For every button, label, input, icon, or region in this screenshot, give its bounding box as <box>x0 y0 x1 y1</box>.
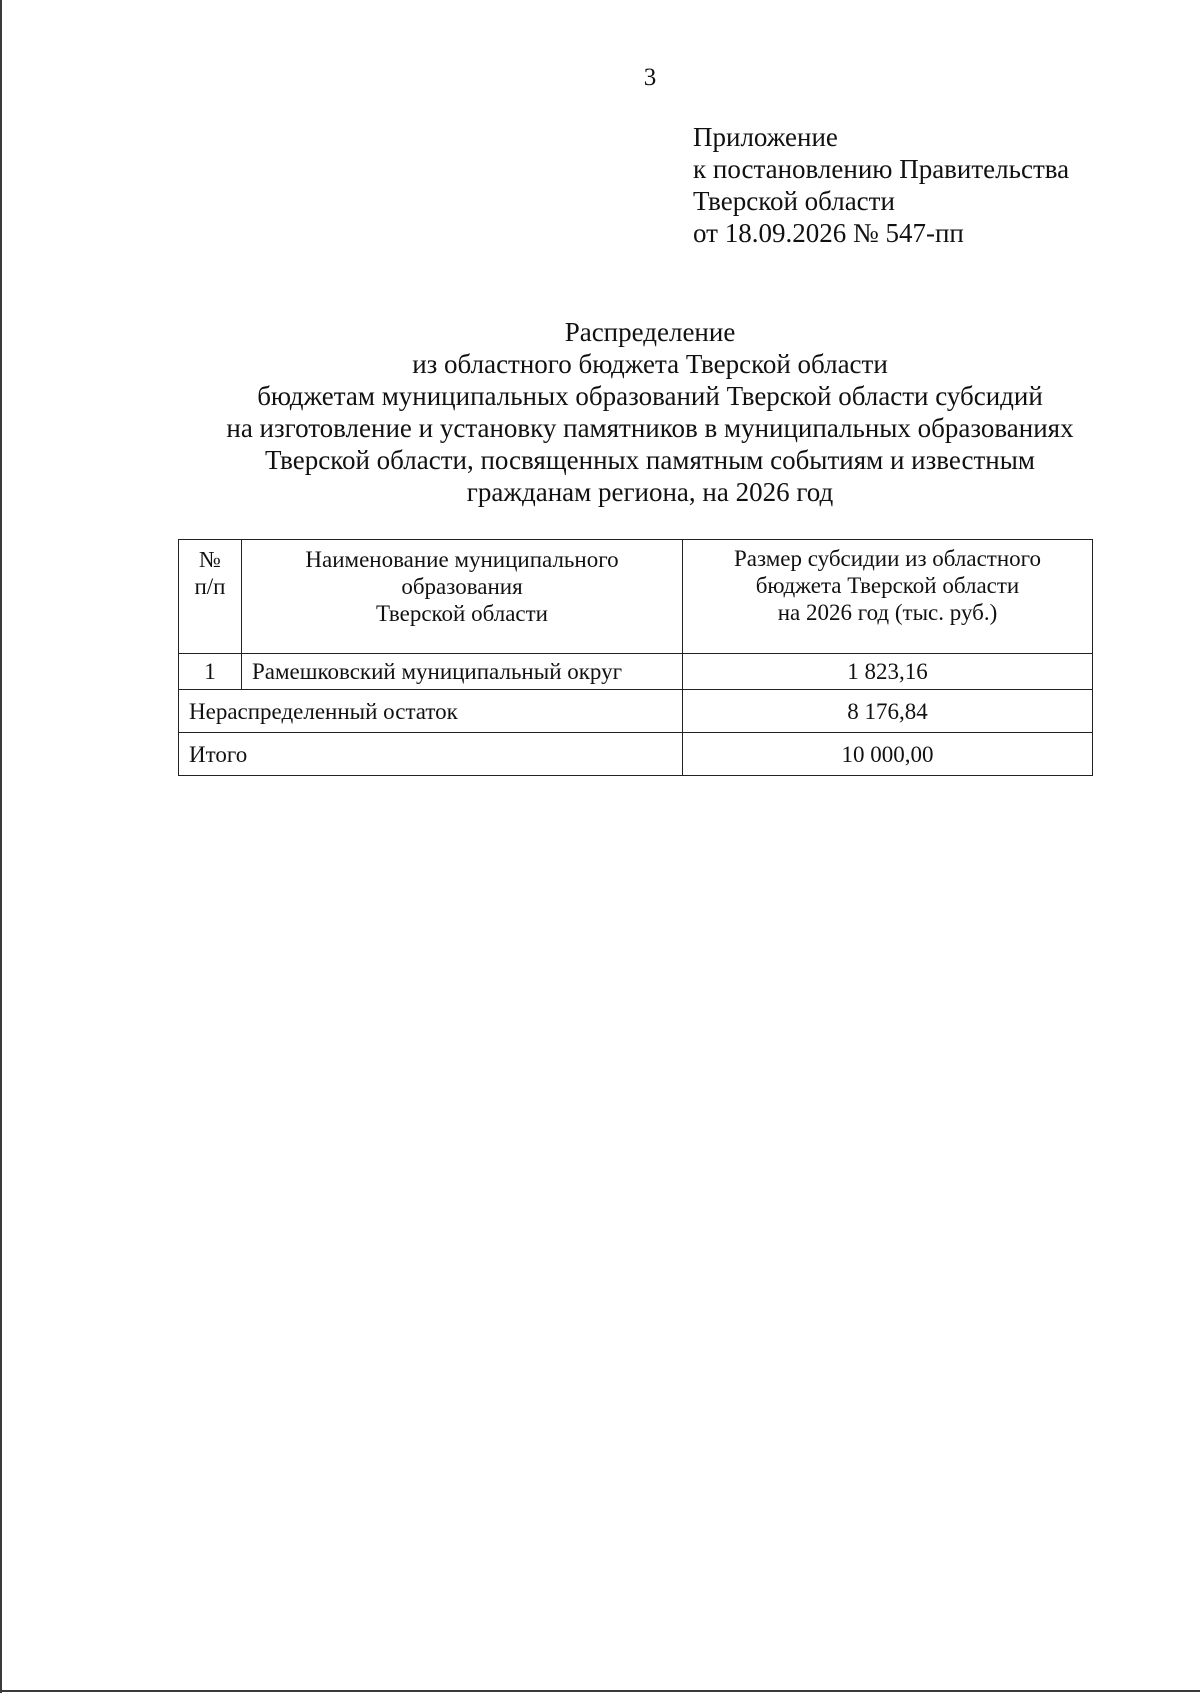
title-line: бюджетам муниципальных образований Тверской области субсидий <box>257 381 1043 411</box>
appendix-line: к постановлению Правительства <box>693 154 1070 184</box>
header-subsidy-amount: Размер субсидии из областного бюджета Тверской области на 2026 год (тыс. руб.) <box>683 540 1093 654</box>
title-line: Распределение <box>564 317 736 347</box>
page-number: 3 <box>643 64 657 91</box>
appendix-line: Приложение <box>693 122 838 152</box>
page-edge-bottom <box>0 1690 1200 1692</box>
row-number: 1 <box>179 654 242 690</box>
total-amount: 10 000,00 <box>683 733 1093 776</box>
appendix-line: от 18.09.2026 № 547-пп <box>693 218 964 248</box>
row-amount: 1 823,16 <box>683 654 1093 690</box>
header-municipality: Наименование муниципального образования Тверской области <box>242 540 683 654</box>
title-line: Тверской области, посвященных памятным событиям и известным <box>265 445 1035 475</box>
table-row <box>179 654 1093 690</box>
distribution-table <box>178 539 1093 776</box>
total-row <box>179 733 1093 776</box>
table-header-row <box>179 540 1093 654</box>
header-number: № п/п <box>179 540 242 654</box>
row-municipality: Рамешковский муниципальный округ <box>242 654 683 690</box>
total-label: Итого <box>179 733 683 776</box>
page-edge-left <box>0 0 2 1693</box>
unallocated-amount: 8 176,84 <box>683 690 1093 733</box>
appendix-line: Тверской области <box>693 186 895 216</box>
appendix-block <box>693 121 1069 249</box>
unallocated-label: Нераспределенный остаток <box>179 690 683 733</box>
title-line: из областного бюджета Тверской области <box>412 349 888 379</box>
document-title <box>150 316 1150 508</box>
unallocated-row <box>179 690 1093 733</box>
title-line: на изготовление и установку памятников в муниципальных образованиях <box>226 413 1074 443</box>
title-line: гражданам региона, на 2026 год <box>466 477 834 507</box>
